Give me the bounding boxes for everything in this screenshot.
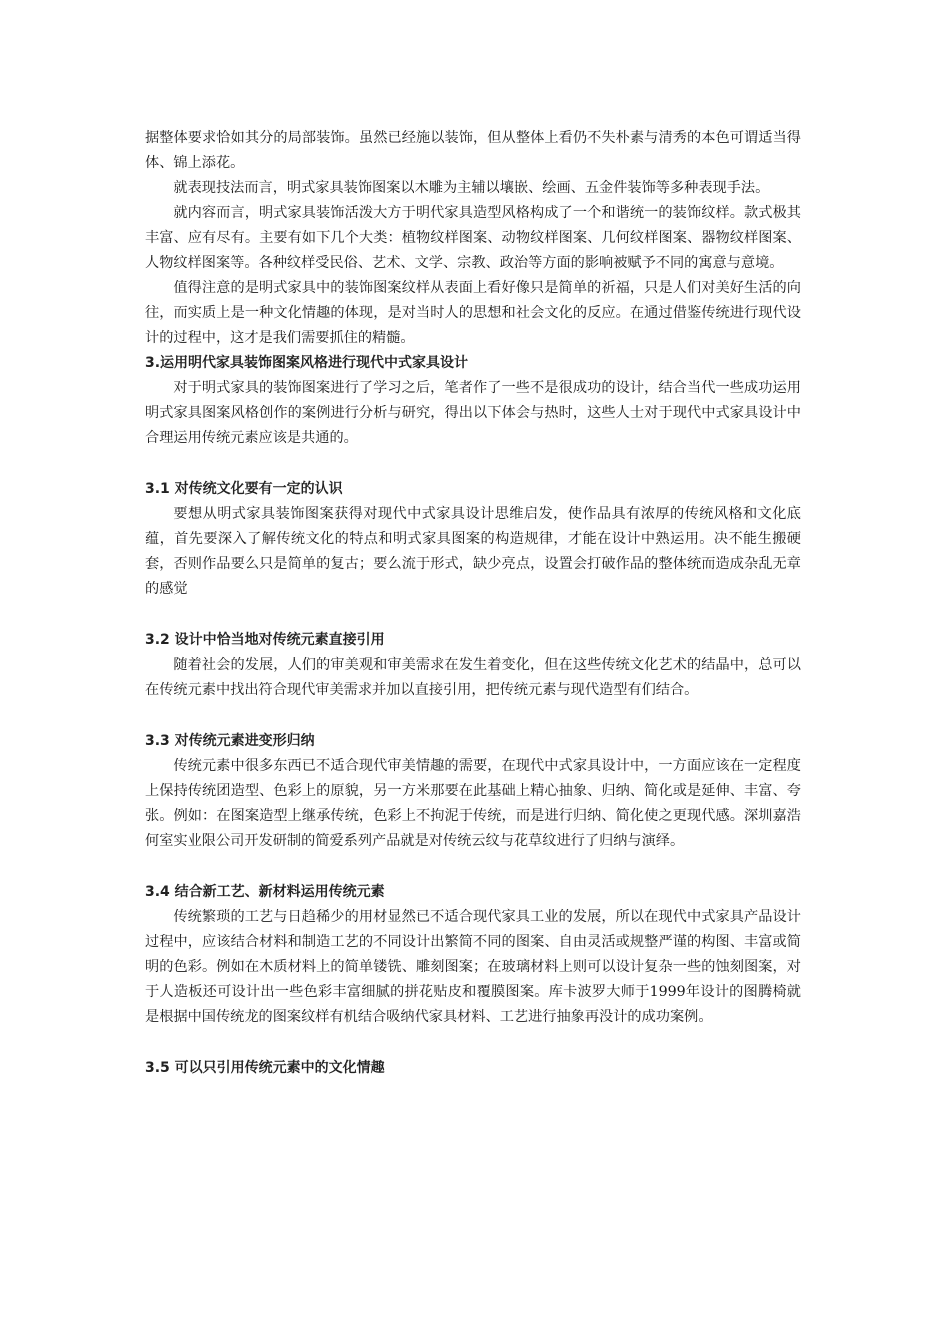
section-3-2-text: 随着社会的发展，人们的审美观和审美需求在发生着变化，但在这些传统文化艺术的结晶中，总可以在传统元素中找出符合现代审美需求并加以直接引用，把传统元素与现代造型有们结合。 — [145, 657, 801, 698]
section-3-1-heading: 3.1 对传统文化要有一定的认识 — [145, 481, 343, 497]
paragraph-content: 就内容而言，明式家具装饰活泼大方于明代家具造型风格构成了一个和谐统一的装饰纹样。款式极其丰富、应有尽有。主要有如下几个大类：植物纹样图案、动物纹样图案、几何纹样图案、器物纹样图案、人物纹样图案等。各种纹样受民俗、艺术、文学、宗教、政治等方面的影响被赋予不同的寓意与意境。 — [145, 205, 801, 271]
section-3-4-text: 传统繁琐的工艺与日趋稀少的用材显然已不适合现代家具工业的发展，所以在现代中式家具产品设计过程中，应该结合材料和制造工艺的不同设计出繁简不同的图案、自由灵活或规整严谨的构图、丰富或简明的色彩。例如在木质材料上的简单镂铣、雕刻图案；在玻璃材料上则可以设计复杂一些的蚀刻图案，对于人造板还可设计出一些色彩丰富细腻的拼花贴皮和覆膜图案。库卡波罗大师于1999年设计的图腾椅就是根据中国传统龙的图案纹样有机结合吸纳代家具材料、工艺进行抽象再没计的成功案例。 — [145, 909, 801, 1025]
section-3-heading: 3.运用明代家具装饰图案风格进行现代中式家具设计 — [145, 355, 469, 371]
paragraph-technique: 就表现技法而言，明式家具装饰图案以木雕为主辅以壤嵌、绘画、五金件装饰等多种表现手法。 — [173, 180, 770, 196]
section-3-3-heading: 3.3 对传统元素进变形归纳 — [145, 733, 315, 749]
section-3-text: 对于明式家具的装饰图案进行了学习之后，笔者作了一些不是很成功的设计，结合当代一些成功运用明式家具图案风格创作的案例进行分析与研究，得出以下体会与热时，这些人士对于现代中式家具设计中合理运用传统元素应该是共通的。 — [145, 380, 801, 446]
section-3-4-heading: 3.4 结合新工艺、新材料运用传统元素 — [145, 884, 385, 900]
spacer — [145, 854, 801, 880]
spacer — [145, 1030, 801, 1056]
section-3-5-heading: 3.5 可以只引用传统元素中的文化情趣 — [145, 1060, 385, 1076]
spacer — [145, 602, 801, 628]
paragraph-note: 值得注意的是明式家具中的装饰图案纹样从表面上看好像只是简单的祈福，只是人们对美好生活的向往，而实质上是一种文化情趣的体现，是对当时人的思想和社会文化的反应。在通过借鉴传统进行现代设计的过程中，这才是我们需要抓住的精髓。 — [145, 280, 801, 346]
document-body — [145, 126, 801, 1081]
section-3-1-text: 要想从明式家具装饰图案获得对现代中式家具设计思维启发，使作品具有浓厚的传统风格和文化底蕴，首先要深入了解传统文化的特点和明式家具图案的构造规律，才能在设计中熟运用。决不能生搬硬套，否则作品要么只是简单的复古；要么流于形式，缺少亮点，设置会打破作品的整体统而造成杂乱无章的感觉 — [145, 506, 801, 597]
spacer — [145, 451, 801, 477]
section-3-2-heading: 3.2 设计中恰当地对传统元素直接引用 — [145, 632, 385, 648]
section-3-3-text: 传统元素中很多东西已不适合现代审美情趣的需要，在现代中式家具设计中，一方面应该在一定程度上保持传统团造型、色彩上的原貌，另一方米那要在此基础上精心抽象、归纳、简化或是延伸、丰富、夸张。例如：在图案造型上继承传统，色彩上不拘泥于传统，而是进行归纳、简化使之更现代感。深圳嘉浩何室实业限公司开发研制的简爱系列产品就是对传统云纹与花草纹进行了归纳与演绎。 — [145, 758, 801, 849]
paragraph-intro-continued: 据整体要求恰如其分的局部装饰。虽然已经施以装饰，但从整体上看仍不失朴素与清秀的本色可谓适当得体、锦上添花。 — [145, 130, 801, 171]
spacer — [145, 703, 801, 729]
